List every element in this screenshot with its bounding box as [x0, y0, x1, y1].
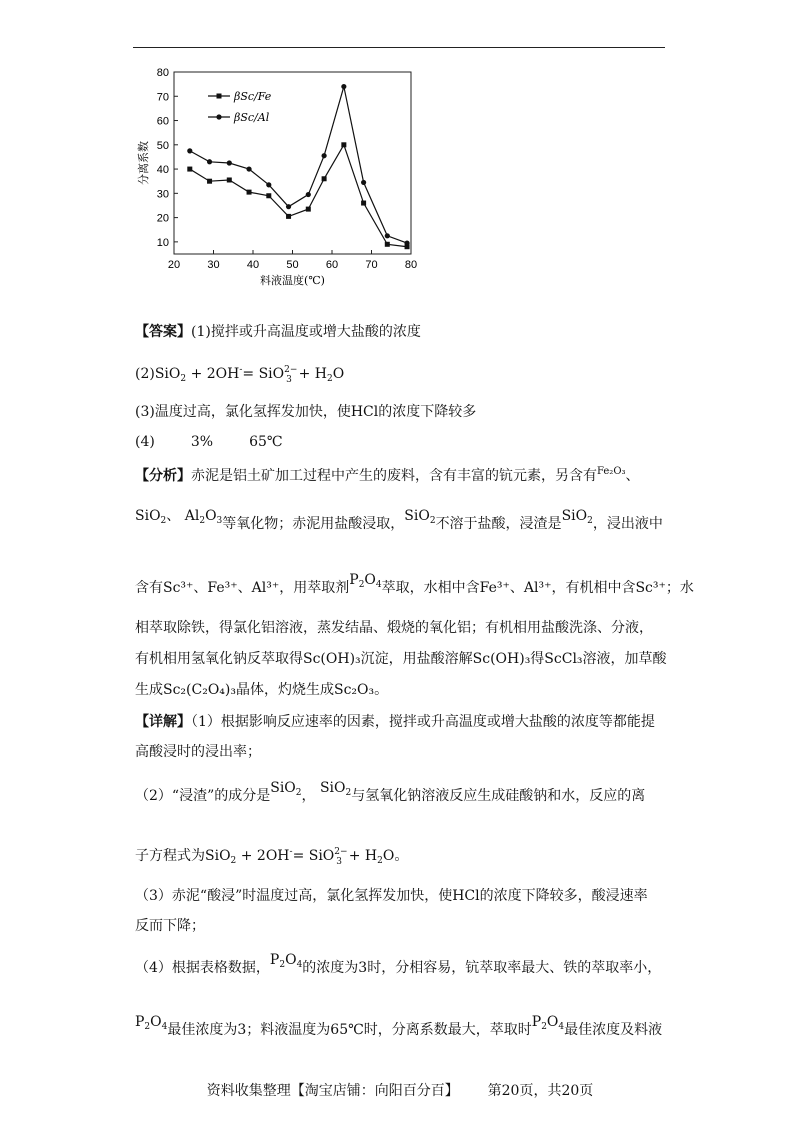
separation-coefficient-chart — [133, 60, 433, 290]
legend-label-2: βSc/Al — [234, 111, 270, 124]
detail-d4-minus: - — [289, 847, 293, 857]
p2o4-sub2: 2 — [358, 580, 365, 590]
a2-mid2: = SiO — [242, 366, 285, 382]
detail-d4-sub2: 2 — [230, 856, 237, 866]
point-1 — [322, 176, 327, 181]
a2-tail: O — [332, 366, 345, 382]
point-2 — [322, 153, 327, 158]
detail-d4e: O。 — [382, 848, 409, 864]
point-1 — [266, 193, 271, 198]
series-line-2 — [190, 87, 407, 244]
y-tick-label: 50 — [156, 139, 169, 152]
detail-p2o4-sub2-1: 2 — [279, 960, 286, 970]
analysis-p6: ，用萃取剂 — [279, 580, 350, 596]
al2o3-o: O — [205, 508, 217, 524]
point-2 — [306, 192, 311, 197]
detail-d4d: + H — [344, 848, 378, 864]
analysis-p3: 不溶于盐酸，浸渣是 — [435, 516, 562, 532]
analysis-line-1 — [135, 462, 640, 486]
analysis-line-3 — [135, 570, 694, 596]
detail-d4a: 子方程式为SiO — [135, 848, 231, 864]
detail-line-5 — [135, 886, 648, 906]
a2-prefix: (2)SiO — [135, 366, 181, 382]
x-tick-label: 80 — [404, 259, 418, 271]
answer-line-4 — [135, 432, 283, 452]
detail-d3a: （2）“浸渣”的成分是 — [135, 788, 271, 804]
x-tick-label: 70 — [365, 259, 378, 271]
detail-p2o4-p-3: P — [531, 1014, 542, 1030]
detail-sio2-a: SiO — [270, 780, 296, 796]
detail-line-3 — [135, 778, 646, 804]
answer-1: (1)搅拌或升高温度或增大盐酸的浓度 — [191, 324, 421, 340]
fe-al-ions: Fe³⁺、Al³⁺ — [479, 580, 552, 596]
detail-p2o4-o-1: O — [285, 952, 297, 968]
detail-d5: （3）赤泥“酸浸”时温度过高，氯化氢挥发加快，使HCl的浓度下降较多，酸浸速率 — [135, 888, 648, 904]
series-line-1 — [190, 145, 407, 247]
point-2 — [266, 182, 271, 187]
point-1 — [341, 142, 346, 147]
page-footer — [0, 1080, 800, 1100]
analysis-p1: 赤泥是铝土矿加工过程中产生的废料，含有丰富的钪元素，另含有 — [191, 468, 597, 484]
al2o3-sub3: 3 — [216, 516, 223, 526]
a2-h-sub2: 2 — [326, 374, 333, 384]
point-2 — [187, 148, 192, 153]
a2-mid: + 2OH — [186, 366, 240, 382]
analysis-p7: 萃取，水相中含 — [381, 580, 480, 596]
analysis-label: 【分析】 — [135, 468, 191, 484]
detail-d8b: 最佳浓度及料液 — [564, 1022, 663, 1038]
answer-line-3 — [135, 402, 476, 422]
analysis-p5: 含有 — [135, 580, 163, 596]
detail-line-4: 子方程式为SiO$_2$ + 2OH-= SiO 2− 3 + $H_2O$。 — [135, 847, 409, 867]
analysis-line-5 — [135, 649, 667, 669]
x-tick-label: 30 — [207, 259, 220, 271]
detail-sio2-b: SiO — [319, 780, 346, 796]
analysis-line-2 — [135, 506, 663, 532]
footer-page-number: 第20页，共20页 — [487, 1083, 594, 1099]
point-1 — [247, 190, 252, 195]
y-tick-label: 10 — [156, 236, 169, 249]
fe2o3-formula: Fe₂O₃ — [597, 466, 626, 477]
answer-4-num: (4) — [135, 434, 155, 450]
sep-2: 、 — [166, 508, 181, 524]
detail-d7b: 的浓度为3时，分相容易，钪萃取率最大、铁的萃取率小， — [302, 960, 662, 976]
legend-label-1: βSc/Fe — [234, 90, 272, 103]
p2o4-sub4: 4 — [375, 580, 382, 590]
point-1 — [361, 201, 366, 206]
a2-sub2: 2 — [180, 374, 187, 384]
y-tick-label: 80 — [156, 67, 169, 79]
a2-end: + H — [294, 366, 327, 382]
detail-p2o4-sub2-3: 2 — [541, 1022, 547, 1032]
detail-line-8 — [135, 1012, 663, 1038]
sep-1: 、 — [625, 468, 640, 484]
analysis-p10: 相萃取除铁，得氯化铝溶液，蒸发结晶、煅烧的氧化铝；有机相用盐酸洗涤、分液， — [135, 620, 653, 636]
analysis-line-4 — [135, 618, 653, 638]
point-1 — [207, 179, 212, 184]
sio2-1-sub: 2 — [160, 516, 167, 526]
point-1 — [306, 207, 311, 212]
sio2-1: SiO — [135, 508, 161, 524]
x-tick-label: 20 — [167, 259, 181, 271]
point-2 — [341, 84, 346, 89]
sc3-ion: Sc³⁺ — [635, 580, 666, 596]
ions-list: Sc³⁺、Fe³⁺、Al³⁺ — [163, 580, 280, 596]
detail-d3c: 与氢氧化钠溶液反应生成硅酸钠和水，反应的离 — [351, 788, 646, 804]
legend-marker-2 — [216, 114, 221, 119]
sio2-2-sub: 2 — [429, 516, 436, 526]
point-2 — [246, 166, 251, 171]
analysis-p4: ，浸出液中 — [592, 516, 663, 532]
point-1 — [385, 242, 390, 247]
answer-4-value2: 65℃ — [249, 434, 283, 450]
detail-p2o4-sub4-2: 4 — [161, 1022, 168, 1032]
x-tick-label: 40 — [246, 259, 260, 271]
detail-p2o4-p-1: P — [269, 952, 280, 968]
y-tick-label: 60 — [156, 115, 169, 128]
analysis-p11: 有机相用氢氧化钠反萃取得Sc(OH)₃沉淀，用盐酸溶解Sc(OH)₃得ScCl₃溶液，加草酸 — [135, 651, 667, 667]
detail-p2o4-o-2: O — [150, 1014, 162, 1030]
p2o4-p: P — [349, 572, 359, 588]
legend-marker-1 — [217, 94, 222, 99]
y-tick-label: 40 — [156, 164, 169, 177]
x-tick-label: 50 — [286, 259, 299, 271]
detail-p2o4-sub4-3: 4 — [558, 1022, 565, 1032]
detail-p2o4-sub2-2: 2 — [144, 1022, 151, 1032]
x-axis-label: 料液温度(℃) — [260, 274, 325, 287]
analysis-line-6 — [135, 680, 388, 700]
detail-d4b: + 2OH — [236, 848, 290, 864]
point-2 — [385, 233, 390, 238]
answer-4-value1: 3% — [190, 434, 214, 450]
p2o4-o: O — [364, 572, 376, 588]
detail-p2o4-o-3: O — [546, 1014, 559, 1030]
detail-line-7 — [135, 950, 662, 976]
detail-d4c: = SiO — [292, 848, 335, 864]
point-1 — [187, 167, 192, 172]
y-tick-label: 70 — [156, 91, 169, 104]
point-1 — [286, 214, 291, 219]
detail-d8a: 最佳浓度为3；料液温度为65℃时，分离系数最大，萃取时 — [167, 1022, 532, 1038]
detail-p2o4-p-2: P — [135, 1014, 145, 1030]
detail-label: 【详解】 — [135, 714, 191, 730]
header-rule — [133, 47, 665, 48]
detail-sio2-a-sub: 2 — [295, 788, 302, 798]
point-1 — [227, 177, 232, 182]
point-2 — [361, 180, 366, 185]
point-2 — [404, 240, 409, 245]
sio2-3-sub: 2 — [587, 516, 593, 526]
al2o3: Al — [184, 508, 200, 524]
sio2-2: SiO — [404, 508, 430, 524]
detail-line-6 — [135, 916, 205, 936]
point-2 — [227, 160, 232, 165]
detail-d2: 高酸浸时的浸出率； — [135, 744, 261, 760]
al2o3-sub2: 2 — [199, 516, 206, 526]
analysis-p2: 等氧化物；赤泥用盐酸浸取， — [222, 516, 405, 532]
a2-minus: - — [239, 365, 243, 375]
point-2 — [207, 159, 212, 164]
answer-line-2: (2)SiO$_2$ + 2OH-= SiO 2− 3 + $H_2O$ — [135, 365, 345, 385]
detail-d3b: ， — [301, 788, 316, 804]
detail-d7a: （4）根据表格数据， — [135, 960, 270, 976]
sio2-3: SiO — [561, 508, 588, 524]
point-2 — [286, 204, 291, 209]
detail-d1: （1）根据影响反应速率的因素，搅拌或升高温度或增大盐酸的浓度等都能提 — [191, 714, 655, 730]
y-tick-label: 20 — [156, 212, 169, 225]
detail-line-1 — [135, 712, 655, 732]
analysis-p9: ；水 — [665, 580, 694, 596]
footer-source: 资料收集整理【淘宝店铺：向阳百分百】 — [206, 1083, 459, 1099]
answer-3: (3)温度过高，氯化氢挥发加快，使HCl的浓度下降较多 — [135, 404, 477, 420]
detail-d6: 反而下降； — [135, 918, 205, 934]
detail-sio2-b-sub: 2 — [345, 788, 352, 798]
y-axis-label: 分离系数 — [137, 141, 150, 185]
analysis-p12: 生成Sc₂(C₂O₄)₃晶体，灼烧生成Sc₂O₃。 — [135, 682, 389, 698]
y-tick-label: 30 — [156, 188, 169, 201]
analysis-p8: ，有机相中含 — [551, 580, 636, 596]
answer-label: 【答案】 — [135, 324, 191, 340]
answer-line-1 — [135, 322, 421, 342]
detail-line-2 — [135, 742, 261, 762]
detail-d4-h-sub: 2 — [377, 856, 383, 866]
x-tick-label: 60 — [325, 259, 339, 271]
detail-p2o4-sub4-1: 4 — [296, 960, 303, 970]
